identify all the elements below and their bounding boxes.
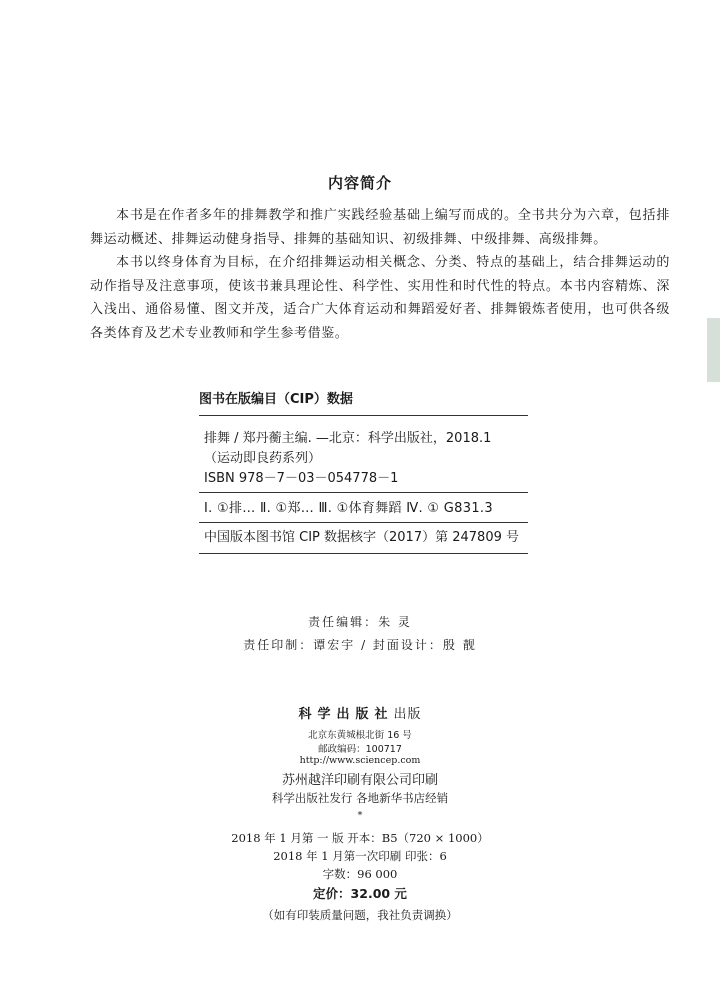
distribution-line: 科学出版社发行 各地新华书店经销 [271, 791, 449, 805]
cip-bottom-rule [199, 553, 528, 554]
publisher-suffix: 出版 [393, 707, 422, 722]
quality-notice: （如有印装质量问题，我社负责调换） [262, 908, 458, 922]
printer-line: 苏州越洋印刷有限公司印刷 [281, 773, 438, 788]
summary-title: 内容简介 [327, 174, 392, 192]
publisher-postcode: 邮政编码：100717 [318, 744, 402, 755]
separator-asterisk: * [357, 810, 363, 821]
publisher-line [0, 703, 720, 722]
publisher-brand-logo: 科学出版社 [298, 707, 394, 722]
cip-top-rule [199, 415, 528, 416]
cip-series-line: （运动即良药系列） [204, 451, 322, 466]
cip-classification: Ⅰ. ①排… Ⅱ. ①郑… Ⅲ. ①体育舞蹈 Ⅳ. ① G831.3 [204, 501, 493, 516]
summary-paragraph-2: 本书以终身体育为目标，在介绍排舞运动相关概念、分类、特点的基础上，结合排舞运动的动作指导及注意事项，使该书兼具理论性、科学性、实用性和时代性的特点。本书内容精炼、深入浅出、通俗易懂、图文并茂，适合广大体育运动和舞蹈爱好者、排舞锻炼者使用，也可供各级各类体育及艺术专业教师和学生参考借鉴。 [90, 255, 670, 341]
cip-rule-2 [199, 522, 528, 523]
publisher-website: http://www.sciencep.com [299, 755, 421, 766]
side-color-tab [707, 318, 720, 382]
summary-paragraph-1: 本书是在作者多年的排舞教学和推广实践经验基础上编写而成的。全书共分为六章，包括排舞运动概述、排舞运动健身指导、排舞的基础知识、初级排舞、中级排舞、高级排舞。 [90, 208, 670, 247]
edition-line: 2018 年 1 月第 一 版 开本：B5（720 × 1000） [231, 831, 489, 845]
responsible-editor: 责任编辑：朱 灵 [308, 615, 412, 629]
summary-body [90, 204, 670, 345]
word-count: 字数：96 000 [322, 867, 398, 881]
cip-record-number: 中国版本图书馆 CIP 数据核字（2017）第 247809 号 [204, 530, 519, 545]
print-and-cover-design: 责任印制：谭宏宇 / 封面设计：殷 靓 [243, 638, 477, 652]
cip-isbn-line: ISBN 978－7－03－054778－1 [204, 471, 399, 486]
printing-line: 2018 年 1 月第一次印刷 印张：6 [273, 849, 447, 863]
cip-title-line: 排舞 / 郑丹蘅主编. —北京：科学出版社，2018.1 [204, 431, 492, 446]
price: 定价：32.00 元 [313, 886, 407, 901]
cip-heading: 图书在版编目（CIP）数据 [199, 392, 353, 407]
cip-middle-rule [199, 492, 528, 493]
cip-entry [204, 429, 534, 489]
publisher-address: 北京东黄城根北街 16 号 [308, 730, 412, 741]
